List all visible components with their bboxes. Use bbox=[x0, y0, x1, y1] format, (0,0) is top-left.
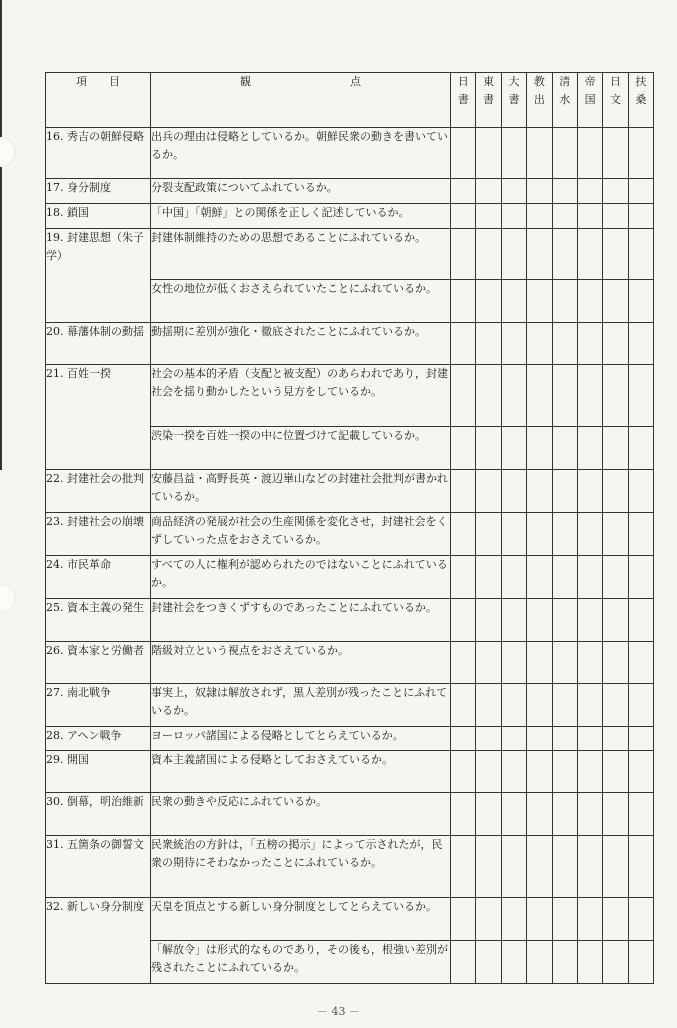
check-cell[interactable] bbox=[451, 727, 476, 751]
viewpoint-cell: 資本主義諸国による侵略としておさえているか。 bbox=[151, 751, 451, 793]
check-cell[interactable] bbox=[577, 642, 602, 684]
check-cell[interactable] bbox=[527, 513, 552, 556]
check-cell[interactable] bbox=[476, 836, 501, 898]
check-cell[interactable] bbox=[577, 599, 602, 642]
check-cell[interactable] bbox=[603, 365, 628, 427]
check-cell[interactable] bbox=[628, 599, 653, 642]
check-cell[interactable] bbox=[451, 365, 476, 427]
check-cell[interactable] bbox=[628, 179, 653, 204]
check-cell[interactable] bbox=[603, 204, 628, 229]
check-cell[interactable] bbox=[501, 323, 526, 365]
check-cell[interactable] bbox=[476, 204, 501, 229]
check-cell[interactable] bbox=[476, 751, 501, 793]
check-cell[interactable] bbox=[476, 642, 501, 684]
publisher-header: 日 文 bbox=[603, 73, 628, 128]
check-cell[interactable] bbox=[552, 204, 577, 229]
check-cell[interactable] bbox=[501, 427, 526, 470]
check-cell[interactable] bbox=[577, 470, 602, 513]
check-cell[interactable] bbox=[628, 470, 653, 513]
check-cell[interactable] bbox=[628, 836, 653, 898]
check-cell[interactable] bbox=[476, 556, 501, 599]
check-cell[interactable] bbox=[527, 427, 552, 470]
check-cell[interactable] bbox=[603, 727, 628, 751]
check-cell[interactable] bbox=[501, 793, 526, 836]
check-cell[interactable] bbox=[628, 323, 653, 365]
check-cell[interactable] bbox=[527, 599, 552, 642]
table-row bbox=[46, 470, 654, 513]
check-cell[interactable] bbox=[527, 323, 552, 365]
check-cell[interactable] bbox=[552, 179, 577, 204]
check-cell[interactable] bbox=[501, 513, 526, 556]
check-cell[interactable] bbox=[501, 204, 526, 229]
check-cell[interactable] bbox=[476, 427, 501, 470]
table-row bbox=[46, 229, 654, 280]
viewpoint-cell: 商品経済の発展が社会の生産関係を変化させ，封建社会をくずしていった点をおさえているか。 bbox=[151, 513, 451, 556]
check-cell[interactable] bbox=[552, 365, 577, 427]
check-cell[interactable] bbox=[552, 513, 577, 556]
viewpoint-cell: 階級対立という視点をおさえているか。 bbox=[151, 642, 451, 684]
check-cell[interactable] bbox=[577, 365, 602, 427]
table-row bbox=[46, 684, 654, 727]
check-cell[interactable] bbox=[577, 793, 602, 836]
check-cell[interactable] bbox=[628, 556, 653, 599]
check-cell[interactable] bbox=[628, 642, 653, 684]
check-cell[interactable] bbox=[451, 280, 476, 323]
table-row bbox=[46, 642, 654, 684]
check-cell[interactable] bbox=[527, 365, 552, 427]
check-cell[interactable] bbox=[552, 836, 577, 898]
check-cell[interactable] bbox=[628, 128, 653, 179]
check-cell[interactable] bbox=[527, 470, 552, 513]
table-row bbox=[46, 128, 654, 179]
check-cell[interactable] bbox=[628, 365, 653, 427]
check-cell[interactable] bbox=[501, 727, 526, 751]
viewpoint-cell: 民衆の動きや反応にふれているか。 bbox=[151, 793, 451, 836]
check-cell[interactable] bbox=[476, 793, 501, 836]
viewpoint-cell: 出兵の理由は侵略としているか。朝鮮民衆の動きを書いているか。 bbox=[151, 128, 451, 179]
check-cell[interactable] bbox=[476, 513, 501, 556]
check-cell[interactable] bbox=[577, 836, 602, 898]
check-cell[interactable] bbox=[603, 427, 628, 470]
check-cell[interactable] bbox=[451, 642, 476, 684]
check-cell[interactable] bbox=[628, 280, 653, 323]
check-cell[interactable] bbox=[476, 898, 501, 941]
check-cell[interactable] bbox=[501, 179, 526, 204]
viewpoint-cell: 女性の地位が低くおさえられていたことにふれているか。 bbox=[151, 280, 451, 323]
check-cell[interactable] bbox=[451, 898, 476, 941]
check-cell[interactable] bbox=[552, 727, 577, 751]
table-row bbox=[46, 727, 654, 751]
check-cell[interactable] bbox=[552, 128, 577, 179]
check-cell[interactable] bbox=[577, 751, 602, 793]
check-cell[interactable] bbox=[501, 128, 526, 179]
check-cell[interactable] bbox=[501, 898, 526, 941]
check-cell[interactable] bbox=[628, 513, 653, 556]
viewpoint-cell: 「解放令」は形式的なものであり，その後も，根強い差別が残されたことにふれているか。 bbox=[151, 941, 451, 984]
viewpoint-column-header: 観 点 bbox=[151, 73, 451, 128]
item-column-header: 項 目 bbox=[46, 73, 151, 128]
check-cell[interactable] bbox=[451, 599, 476, 642]
item-cell: 29. 開国 bbox=[46, 751, 151, 793]
check-cell[interactable] bbox=[501, 280, 526, 323]
check-cell[interactable] bbox=[451, 836, 476, 898]
viewpoint-cell: 渋染一揆を百姓一揆の中に位置づけて記載しているか。 bbox=[151, 427, 451, 470]
check-cell[interactable] bbox=[552, 427, 577, 470]
check-cell[interactable] bbox=[527, 898, 552, 941]
check-cell[interactable] bbox=[603, 941, 628, 984]
check-cell[interactable] bbox=[451, 793, 476, 836]
check-cell[interactable] bbox=[451, 556, 476, 599]
check-cell[interactable] bbox=[628, 427, 653, 470]
viewpoint-cell: 社会の基本的矛盾（支配と被支配）のあらわれであり，封建社会を揺り動かしたという見方をしているか。 bbox=[151, 365, 451, 427]
table-row bbox=[46, 898, 654, 941]
punch-hole bbox=[0, 137, 16, 167]
check-cell[interactable] bbox=[501, 642, 526, 684]
check-cell[interactable] bbox=[501, 751, 526, 793]
item-cell: 22. 封建社会の批判 bbox=[46, 470, 151, 513]
check-cell[interactable] bbox=[603, 898, 628, 941]
check-cell[interactable] bbox=[628, 229, 653, 280]
check-cell[interactable] bbox=[628, 727, 653, 751]
check-cell[interactable] bbox=[476, 941, 501, 984]
check-cell[interactable] bbox=[451, 684, 476, 727]
check-cell[interactable] bbox=[552, 280, 577, 323]
check-cell[interactable] bbox=[577, 941, 602, 984]
table-row bbox=[46, 556, 654, 599]
check-cell[interactable] bbox=[552, 898, 577, 941]
table-row bbox=[46, 513, 654, 556]
check-cell[interactable] bbox=[451, 179, 476, 204]
check-cell[interactable] bbox=[577, 898, 602, 941]
check-cell[interactable] bbox=[552, 323, 577, 365]
table-row bbox=[46, 836, 654, 898]
check-cell[interactable] bbox=[577, 684, 602, 727]
check-cell[interactable] bbox=[527, 751, 552, 793]
item-cell: 27. 南北戦争 bbox=[46, 684, 151, 727]
publisher-header: 扶 桑 bbox=[628, 73, 653, 128]
check-cell[interactable] bbox=[476, 365, 501, 427]
item-cell: 31. 五箇条の御誓文 bbox=[46, 836, 151, 898]
check-cell[interactable] bbox=[476, 280, 501, 323]
item-cell: 26. 資本家と労働者 bbox=[46, 642, 151, 684]
check-cell[interactable] bbox=[577, 727, 602, 751]
page-number: － 43 － bbox=[317, 1005, 360, 1018]
check-cell[interactable] bbox=[527, 642, 552, 684]
check-cell[interactable] bbox=[501, 229, 526, 280]
check-cell[interactable] bbox=[577, 280, 602, 323]
viewpoint-cell: 事実上，奴隷は解放されず，黒人差別が残ったことにふれているか。 bbox=[151, 684, 451, 727]
viewpoint-cell: 動揺期に差別が強化・徹底されたことにふれているか。 bbox=[151, 323, 451, 365]
table-row bbox=[46, 793, 654, 836]
check-cell[interactable] bbox=[501, 556, 526, 599]
publisher-header: 日 書 bbox=[451, 73, 476, 128]
check-cell[interactable] bbox=[577, 323, 602, 365]
check-cell[interactable] bbox=[552, 941, 577, 984]
item-cell: 18. 鎖国 bbox=[46, 204, 151, 229]
check-cell[interactable] bbox=[527, 556, 552, 599]
check-cell[interactable] bbox=[476, 684, 501, 727]
item-cell: 24. 市民革命 bbox=[46, 556, 151, 599]
item-cell: 32. 新しい身分制度 bbox=[46, 898, 151, 984]
table-row bbox=[46, 751, 654, 793]
check-cell[interactable] bbox=[501, 941, 526, 984]
check-cell[interactable] bbox=[451, 427, 476, 470]
check-cell[interactable] bbox=[451, 470, 476, 513]
check-cell[interactable] bbox=[603, 599, 628, 642]
check-cell[interactable] bbox=[451, 513, 476, 556]
check-cell[interactable] bbox=[501, 365, 526, 427]
check-cell[interactable] bbox=[501, 470, 526, 513]
item-cell: 21. 百姓一揆 bbox=[46, 365, 151, 470]
publisher-header: 清 水 bbox=[552, 73, 577, 128]
table-row bbox=[46, 365, 654, 427]
check-cell[interactable] bbox=[451, 204, 476, 229]
check-cell[interactable] bbox=[603, 642, 628, 684]
item-cell: 20. 幕藩体制の動揺 bbox=[46, 323, 151, 365]
check-cell[interactable] bbox=[603, 793, 628, 836]
check-cell[interactable] bbox=[527, 280, 552, 323]
check-cell[interactable] bbox=[552, 556, 577, 599]
check-cell[interactable] bbox=[577, 556, 602, 599]
viewpoint-cell: ヨーロッパ諸国による侵略としてとらえているか。 bbox=[151, 727, 451, 751]
check-cell[interactable] bbox=[501, 599, 526, 642]
check-cell[interactable] bbox=[603, 128, 628, 179]
check-cell[interactable] bbox=[628, 751, 653, 793]
check-cell[interactable] bbox=[527, 727, 552, 751]
item-cell: 16. 秀吉の朝鮮侵略 bbox=[46, 128, 151, 179]
check-cell[interactable] bbox=[603, 229, 628, 280]
check-cell[interactable] bbox=[527, 684, 552, 727]
check-cell[interactable] bbox=[476, 727, 501, 751]
check-cell[interactable] bbox=[476, 128, 501, 179]
check-cell[interactable] bbox=[603, 280, 628, 323]
check-cell[interactable] bbox=[527, 128, 552, 179]
scan-edge-mark bbox=[0, 0, 2, 470]
check-cell[interactable] bbox=[603, 751, 628, 793]
check-cell[interactable] bbox=[476, 470, 501, 513]
check-cell[interactable] bbox=[552, 229, 577, 280]
check-cell[interactable] bbox=[628, 204, 653, 229]
check-cell[interactable] bbox=[603, 513, 628, 556]
check-cell[interactable] bbox=[603, 323, 628, 365]
viewpoint-cell: 分裂支配政策についてふれているか。 bbox=[151, 179, 451, 204]
item-cell: 19. 封建思想（朱子学） bbox=[46, 229, 151, 323]
check-cell[interactable] bbox=[577, 128, 602, 179]
check-cell[interactable] bbox=[603, 836, 628, 898]
check-cell[interactable] bbox=[451, 323, 476, 365]
item-cell: 28. アヘン戦争 bbox=[46, 727, 151, 751]
check-cell[interactable] bbox=[628, 793, 653, 836]
check-cell[interactable] bbox=[552, 684, 577, 727]
item-cell: 30. 倒幕，明治維新 bbox=[46, 793, 151, 836]
check-cell[interactable] bbox=[552, 599, 577, 642]
check-cell[interactable] bbox=[603, 470, 628, 513]
viewpoint-cell: 安藤昌益・高野長英・渡辺崋山などの封建社会批判が書かれているか。 bbox=[151, 470, 451, 513]
table-row bbox=[46, 179, 654, 204]
check-cell[interactable] bbox=[577, 204, 602, 229]
item-cell: 23. 封建社会の崩壊 bbox=[46, 513, 151, 556]
evaluation-table bbox=[45, 72, 654, 984]
check-cell[interactable] bbox=[552, 751, 577, 793]
table-row bbox=[46, 204, 654, 229]
punch-hole bbox=[0, 583, 16, 613]
check-cell[interactable] bbox=[451, 128, 476, 179]
check-cell[interactable] bbox=[577, 513, 602, 556]
check-cell[interactable] bbox=[603, 556, 628, 599]
check-cell[interactable] bbox=[527, 204, 552, 229]
header-row bbox=[46, 73, 654, 128]
publisher-header: 大 書 bbox=[501, 73, 526, 128]
check-cell[interactable] bbox=[527, 941, 552, 984]
check-cell[interactable] bbox=[628, 684, 653, 727]
check-cell[interactable] bbox=[552, 642, 577, 684]
check-cell[interactable] bbox=[476, 179, 501, 204]
check-cell[interactable] bbox=[603, 179, 628, 204]
viewpoint-cell: 民衆統治の方針は，「五榜の掲示」によって示されたが，民衆の期待にそわなかったことにふれているか。 bbox=[151, 836, 451, 898]
check-cell[interactable] bbox=[628, 898, 653, 941]
viewpoint-cell: すべての人に権利が認められたのではないことにふれているか。 bbox=[151, 556, 451, 599]
check-cell[interactable] bbox=[552, 793, 577, 836]
check-cell[interactable] bbox=[577, 427, 602, 470]
viewpoint-cell: 「中国」「朝鮮」との関係を正しく記述しているか。 bbox=[151, 204, 451, 229]
check-cell[interactable] bbox=[577, 179, 602, 204]
table-row bbox=[46, 599, 654, 642]
check-cell[interactable] bbox=[501, 684, 526, 727]
check-cell[interactable] bbox=[451, 941, 476, 984]
check-cell[interactable] bbox=[527, 229, 552, 280]
check-cell[interactable] bbox=[476, 229, 501, 280]
check-cell[interactable] bbox=[451, 229, 476, 280]
check-cell[interactable] bbox=[527, 179, 552, 204]
check-cell[interactable] bbox=[603, 684, 628, 727]
check-cell[interactable] bbox=[527, 836, 552, 898]
check-cell[interactable] bbox=[527, 793, 552, 836]
check-cell[interactable] bbox=[476, 323, 501, 365]
check-cell[interactable] bbox=[628, 941, 653, 984]
check-cell[interactable] bbox=[577, 229, 602, 280]
viewpoint-cell: 封建社会をつきくずすものであったことにふれているか。 bbox=[151, 599, 451, 642]
item-cell: 17. 身分制度 bbox=[46, 179, 151, 204]
check-cell[interactable] bbox=[476, 599, 501, 642]
viewpoint-cell: 天皇を頂点とする新しい身分制度としてとらえているか。 bbox=[151, 898, 451, 941]
table-row bbox=[46, 323, 654, 365]
item-cell: 25. 資本主義の発生 bbox=[46, 599, 151, 642]
publisher-header: 教 出 bbox=[527, 73, 552, 128]
check-cell[interactable] bbox=[552, 470, 577, 513]
check-cell[interactable] bbox=[451, 751, 476, 793]
publisher-header: 東 書 bbox=[476, 73, 501, 128]
publisher-header: 帝 国 bbox=[577, 73, 602, 128]
check-cell[interactable] bbox=[501, 836, 526, 898]
viewpoint-cell: 封建体制維持のための思想であることにふれているか。 bbox=[151, 229, 451, 280]
